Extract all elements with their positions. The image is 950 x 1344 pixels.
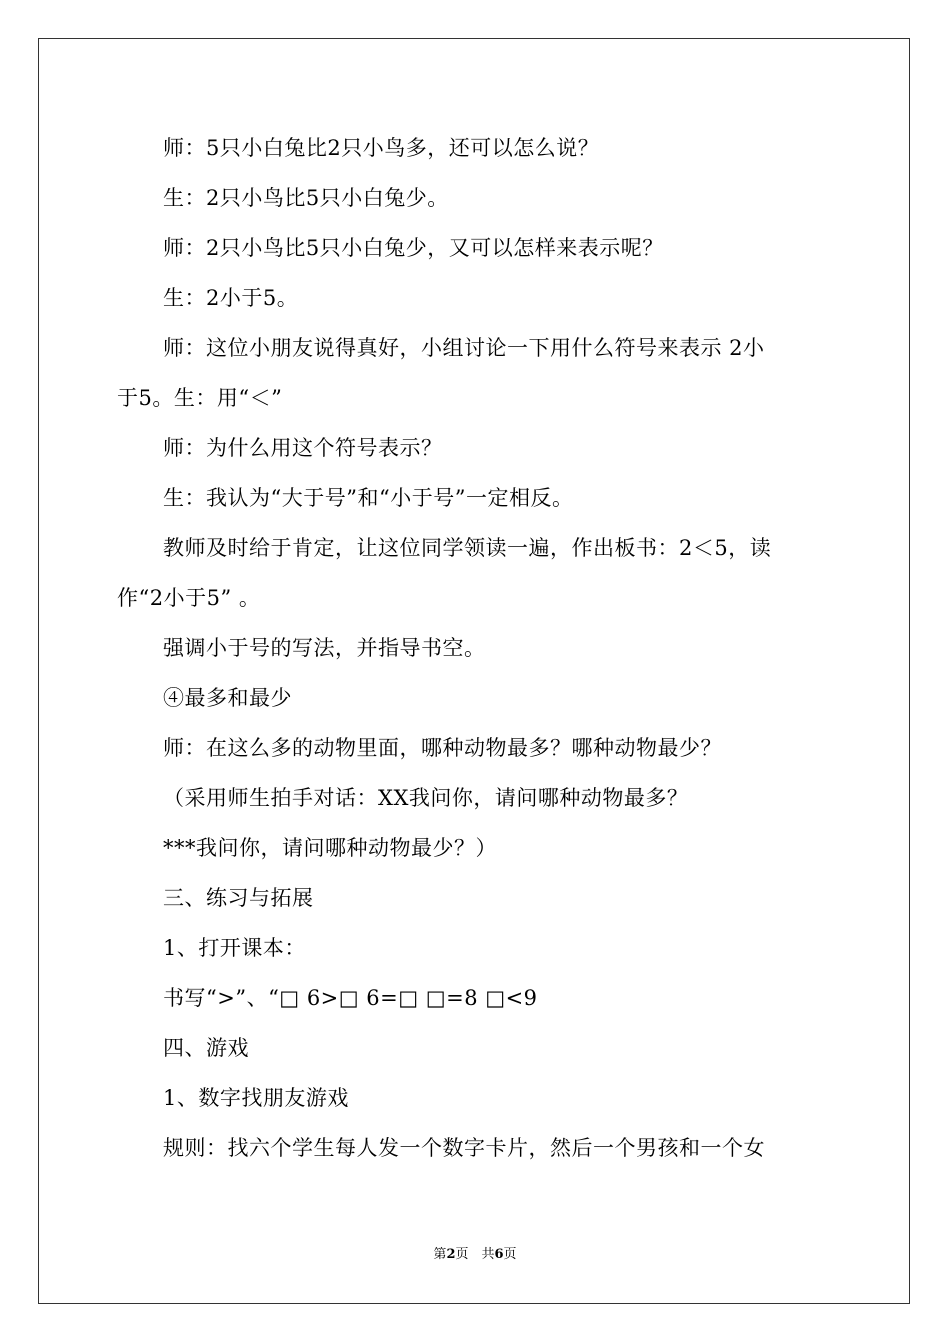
footer-total-pages: 6 [494, 1247, 504, 1262]
paragraph-line: 生：2只小鸟比5只小白兔少。 [163, 186, 449, 210]
footer-prefix: 第 [433, 1247, 447, 1262]
paragraph-line: 师：在这么多的动物里面，哪种动物最多？哪种动物最少？ [163, 736, 722, 760]
paragraph-line: 规则：找六个学生每人发一个数字卡片，然后一个男孩和一个女 [163, 1136, 765, 1160]
paragraph-line: 生：2小于5。 [163, 286, 299, 310]
paragraph-line: 1、打开课本： [163, 936, 306, 960]
footer-suffix: 页 [503, 1247, 517, 1262]
paragraph-line: 1、数字找朋友游戏 [163, 1086, 349, 1110]
paragraph-line: （采用师生拍手对话：XX我问你，请问哪种动物最多？ [163, 786, 689, 810]
paragraph-line: 于5。生：用“＜” [117, 386, 283, 410]
paragraph-line: 师：为什么用这个符号表示？ [163, 436, 443, 460]
footer-mid: 页 共 [455, 1247, 495, 1262]
page-footer [0, 1247, 950, 1263]
paragraph-line: 书写“>”、“□ 6>□ 6=□ □=8 □<9 [163, 986, 538, 1010]
paragraph-line: 强调小于号的写法，并指导书空。 [163, 636, 486, 660]
paragraph-line: 师：这位小朋友说得真好，小组讨论一下用什么符号来表示 2小 [163, 336, 765, 360]
paragraph-line: 生：我认为“大于号”和“小于号”一定相反。 [163, 486, 574, 510]
paragraph-line: 作“2小于5” 。 [117, 586, 261, 610]
paragraph-line: 师：2只小鸟比5只小白兔少，又可以怎样来表示呢？ [163, 236, 664, 260]
section-heading: ④最多和最少 [163, 686, 292, 710]
section-heading: 四、游戏 [163, 1036, 249, 1060]
footer-page-number: 2 [446, 1247, 456, 1262]
page-border [38, 38, 910, 1304]
paragraph-line: 师：5只小白兔比2只小鸟多，还可以怎么说？ [163, 136, 600, 160]
paragraph-line: ***我问你，请问哪种动物最少？） [163, 836, 497, 860]
paragraph-line: 教师及时给于肯定，让这位同学领读一遍，作出板书：2＜5，读 [163, 536, 772, 560]
section-heading: 三、练习与拓展 [163, 886, 314, 910]
